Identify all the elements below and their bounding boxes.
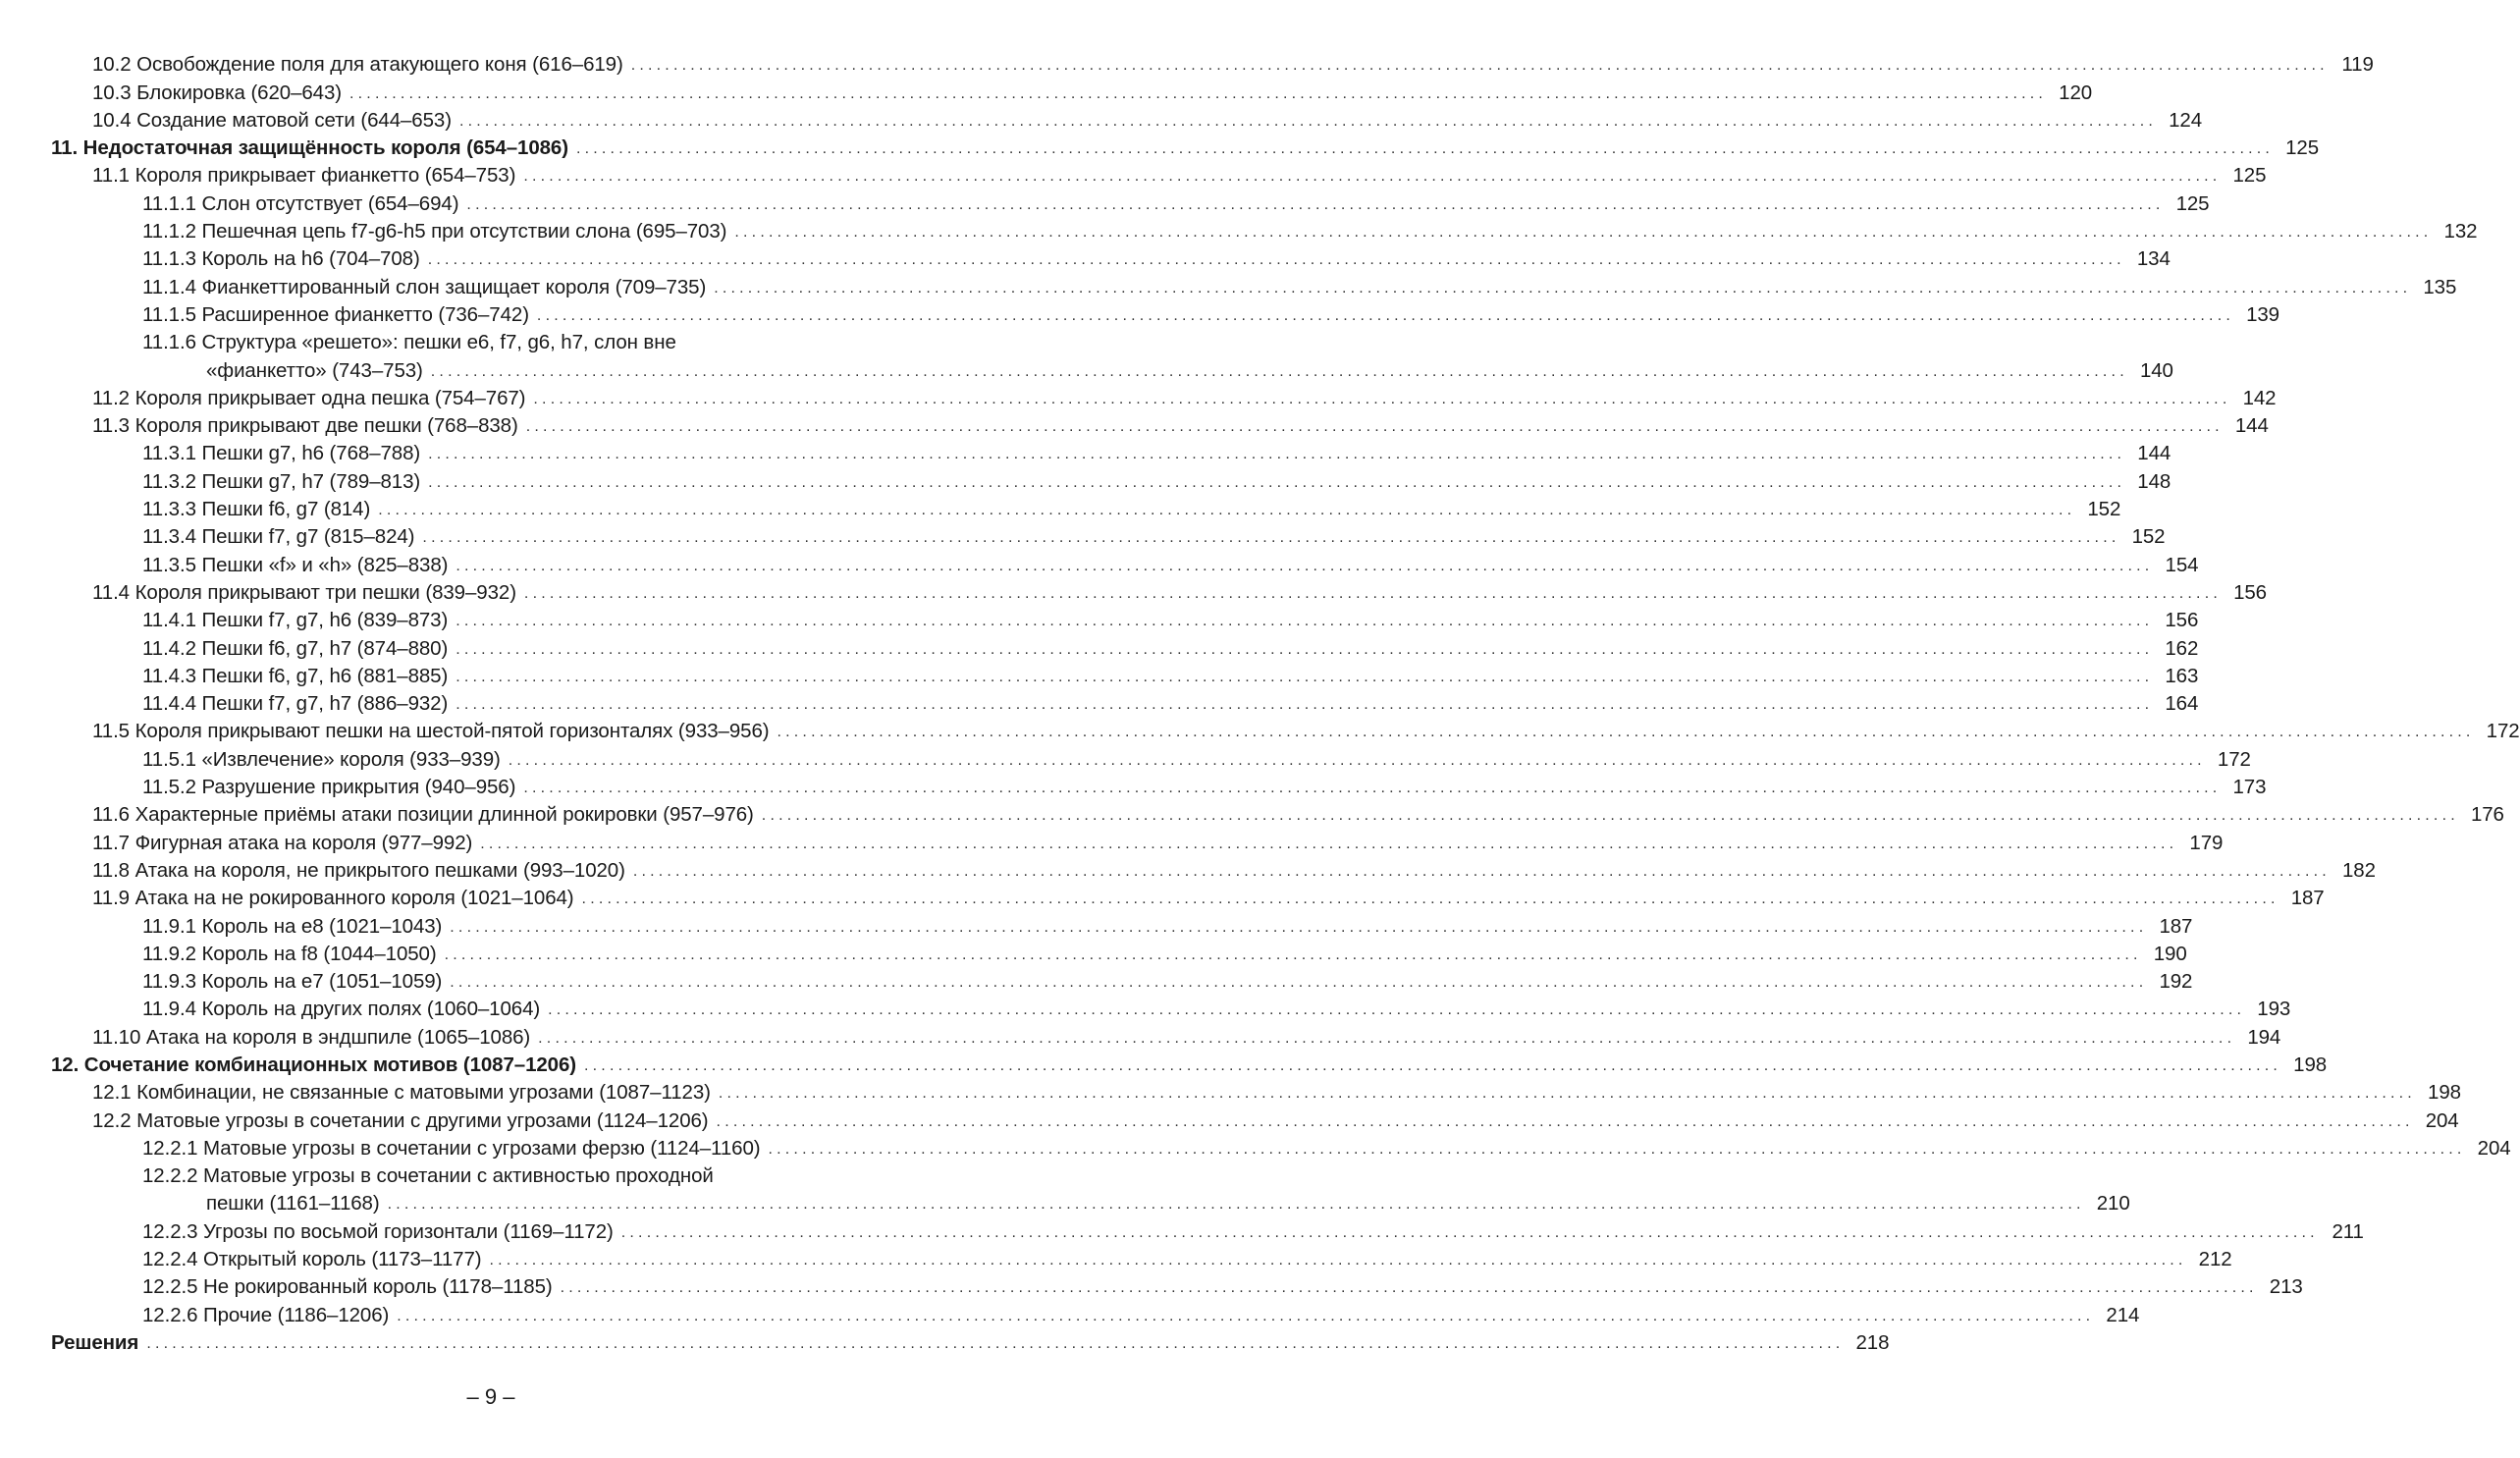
toc-page-number: 139 — [2246, 302, 2279, 326]
toc-entry-title: 11.9 Атака на не рокированного короля (1021–1064) — [92, 887, 574, 910]
toc-page-number: 140 — [2139, 358, 2173, 382]
dot-leader: ........................................................................................................................................................................................................ — [533, 390, 2231, 407]
toc-entry-row — [0, 161, 2267, 189]
dot-leader: ........................................................................................................................................................................................................ — [378, 502, 2076, 519]
toc-entry-row — [0, 189, 2210, 216]
toc-entry-row — [0, 744, 2251, 772]
toc-page-number: 204 — [2477, 1136, 2511, 1160]
toc-entry-row — [0, 967, 2193, 995]
toc-page-number: 148 — [2137, 469, 2171, 493]
toc-entry-title: 11.3.1 Пешки g7, h6 (768–788) — [142, 442, 421, 465]
toc-entry-title: 10.4 Создание матовой сети (644–653) — [92, 108, 452, 132]
toc-entry-row — [0, 217, 2478, 244]
toc-page-number: 162 — [2165, 636, 2199, 660]
toc-page-number: 152 — [2087, 498, 2121, 521]
toc-entry-row — [0, 1078, 2461, 1106]
dot-leader: ........................................................................................................................................................................................................ — [456, 613, 2154, 630]
dot-leader: ........................................................................................................................................................................................................ — [456, 557, 2154, 574]
dot-leader: ........................................................................................................................................................................................................ — [456, 640, 2154, 658]
dot-leader: ........................................................................................................................................................................................................ — [349, 84, 2048, 102]
toc-entry-row — [0, 495, 2121, 522]
toc-entry-row — [0, 272, 2457, 299]
toc-page-number: 192 — [2159, 970, 2193, 994]
dot-leader: ........................................................................................................................................................................................................ — [480, 835, 2178, 852]
toc-page-number: 134 — [2136, 247, 2171, 271]
toc-entry-title: 12.2.1 Матовые угрозы в сочетании с угрозами ферзю (1124–1160) — [142, 1136, 761, 1160]
toc-entry-title: 10.3 Блокировка (620–643) — [92, 81, 343, 104]
toc-entry-title: 11.1.1 Слон отсутствует (654–694) — [142, 191, 459, 215]
toc-entry-row — [0, 300, 2279, 328]
toc-entry-title: 11.3.4 Пешки f7, g7 (815–824) — [142, 525, 415, 549]
dot-leader: ........................................................................................................................................................................................................ — [584, 1056, 2282, 1074]
toc-entry-title: пешки (1161–1168) — [206, 1192, 380, 1215]
toc-page-number: 156 — [2233, 580, 2267, 604]
toc-page-number: 172 — [2486, 720, 2520, 743]
toc-entry-row — [0, 1272, 2303, 1300]
toc-page-number: 187 — [2159, 914, 2193, 938]
toc-entry-title: 11.5 Короля прикрывают пешки на шестой-пятой горизонталях (933–956) — [92, 720, 770, 743]
toc-page-number: 193 — [2257, 998, 2291, 1021]
toc-entry-title: 11.5.1 «Извлечение» короля (933–939) — [142, 747, 501, 771]
toc-page-number: 190 — [2153, 942, 2187, 965]
dot-leader: ........................................................................................................................................................................................................ — [734, 224, 2433, 242]
dot-leader: ........................................................................................................................................................................................................ — [146, 1334, 1845, 1352]
toc-entry-row — [0, 606, 2199, 633]
toc-page-number: 214 — [2106, 1303, 2140, 1326]
dot-leader: ........................................................................................................................................................................................................ — [630, 57, 2329, 75]
dot-leader: ........................................................................................................................................................................................................ — [632, 862, 2331, 880]
toc-entry-title: 11.1.6 Структура «решето»: пешки e6, f7, g6, h7, слон вне — [142, 331, 676, 354]
toc-entry-row — [0, 995, 2291, 1022]
toc-entry-title: 11.3.5 Пешки «f» и «h» (825–838) — [142, 553, 449, 576]
toc-entry-row — [0, 828, 2224, 855]
dot-leader: ........................................................................................................................................................................................................ — [523, 584, 2222, 602]
dot-leader: ........................................................................................................................................................................................................ — [714, 279, 2412, 297]
toc-entry-row — [0, 1022, 2281, 1050]
toc-page-number: 194 — [2247, 1025, 2281, 1049]
toc-entry-title: 11.1.4 Фианкеттированный слон защищает короля (709–735) — [142, 275, 707, 298]
toc-entry-title: 11.3.3 Пешки f6, g7 (814) — [142, 498, 371, 521]
toc-page-number: 212 — [2198, 1248, 2232, 1271]
dot-leader: ........................................................................................................................................................................................................ — [458, 112, 2157, 130]
toc-entry-continuation — [0, 1189, 2130, 1216]
toc-page-number: 120 — [2059, 81, 2093, 104]
toc-entry-title: 11.9.4 Король на других полях (1060–1064) — [142, 998, 541, 1021]
toc-entry-continuation — [0, 355, 2173, 383]
dot-leader: ........................................................................................................................................................................................................ — [508, 751, 2206, 769]
toc-page-number: 142 — [2242, 386, 2277, 409]
toc-entry-row — [0, 884, 2325, 911]
dot-leader: ........................................................................................................................................................................................................ — [428, 473, 2126, 491]
toc-page-number: 210 — [2096, 1192, 2130, 1215]
dot-leader: ........................................................................................................................................................................................................ — [716, 1112, 2414, 1130]
toc-page-number: 213 — [2269, 1275, 2303, 1299]
dot-leader: ........................................................................................................................................................................................................ — [397, 1307, 2095, 1324]
toc-entry-row — [0, 328, 982, 355]
toc-entry-row — [0, 1300, 2140, 1327]
toc-entry-title: 11.8 Атака на короля, не прикрытого пешками (993–1020) — [92, 858, 625, 882]
toc-entry-row — [0, 1134, 2511, 1161]
toc-entry-title: 12.2.5 Не рокированный король (1178–1185) — [142, 1275, 553, 1299]
toc-entry-title: 11.10 Атака на короля в эндшпиле (1065–1086) — [92, 1025, 531, 1049]
toc-page-number: 124 — [2169, 108, 2202, 132]
toc-page-number: 218 — [1855, 1330, 1890, 1354]
toc-entry-title: 12. Сочетание комбинационных мотивов (1087–1206) — [51, 1053, 577, 1076]
toc-entry-title: 12.2.3 Угрозы по восьмой горизонтали (1169–1172) — [142, 1219, 614, 1243]
toc-entry-row — [0, 106, 2202, 134]
toc-entry-title: 12.2.4 Открытый король (1173–1177) — [142, 1248, 482, 1271]
dot-leader: ........................................................................................................................................................................................................ — [620, 1223, 2319, 1241]
toc-page-number: 204 — [2425, 1108, 2459, 1132]
toc-entry-title: 11.9.1 Король на e8 (1021–1043) — [142, 914, 443, 938]
dot-leader: ........................................................................................................................................................................................................ — [523, 780, 2222, 797]
toc-entry-title: 11.4.1 Пешки f7, g7, h6 (839–873) — [142, 609, 449, 632]
toc-page-number: 125 — [2232, 164, 2267, 188]
toc-entry-row — [0, 940, 2187, 967]
dot-leader: ........................................................................................................................................................................................................ — [536, 306, 2234, 324]
toc-entry-title: 11.3 Короля прикрывают две пешки (768–838) — [92, 414, 518, 438]
toc-page-number: 152 — [2131, 525, 2166, 549]
toc-page-number: 125 — [2285, 136, 2320, 160]
toc-page-number: 164 — [2165, 692, 2199, 716]
table-of-contents — [0, 50, 2520, 1356]
toc-page-number: 144 — [2234, 414, 2269, 438]
toc-page-number: 179 — [2189, 831, 2224, 854]
toc-entry-row — [0, 550, 2199, 577]
toc-page-number: 132 — [2443, 220, 2478, 243]
toc-page-number: 163 — [2165, 664, 2199, 687]
toc-entry-title: 11.7 Фигурная атака на короля (977–992) — [92, 831, 473, 854]
toc-entry-title: 11.2 Короля прикрывает одна пешка (754–767) — [92, 386, 526, 409]
toc-entry-title: 11.1.5 Расширенное фианкетто (736–742) — [142, 302, 529, 326]
dot-leader: ........................................................................................................................................................................................................ — [427, 251, 2125, 269]
toc-entry-row — [0, 411, 2269, 439]
toc-entry-row — [0, 50, 2374, 78]
dot-leader: ........................................................................................................................................................................................................ — [387, 1196, 2085, 1214]
toc-entry-title: 11.4.2 Пешки f6, g7, h7 (874–880) — [142, 636, 449, 660]
toc-page-number: 211 — [2332, 1219, 2364, 1243]
toc-page-number: 125 — [2175, 191, 2210, 215]
dot-leader: ........................................................................................................................................................................................................ — [422, 529, 2120, 547]
toc-entry-row — [0, 384, 2277, 411]
toc-entry-title: 11.4.3 Пешки f6, g7, h6 (881–885) — [142, 664, 449, 687]
toc-entry-title: 11.4.4 Пешки f7, g7, h7 (886–932) — [142, 692, 449, 716]
toc-entry-row — [0, 689, 2199, 717]
toc-entry-row — [0, 1161, 982, 1189]
toc-entry-title: 12.1 Комбинации, не связанные с матовыми угрозами (1087–1123) — [92, 1081, 711, 1105]
toc-entry-title: 11. Недостаточная защищённость короля (654–1086) — [51, 136, 568, 160]
toc-entry-row — [0, 78, 2093, 105]
toc-page-number: 176 — [2470, 803, 2504, 827]
toc-page-number: 119 — [2341, 53, 2374, 77]
toc-chapter-row — [0, 1328, 1890, 1356]
toc-entry-row — [0, 1106, 2459, 1133]
dot-leader: ........................................................................................................................................................................................................ — [768, 1140, 2466, 1158]
toc-entry-title: Решения — [51, 1330, 139, 1354]
toc-entry-row — [0, 773, 2267, 800]
toc-entry-row — [0, 662, 2199, 689]
toc-page-number: 144 — [2137, 442, 2171, 465]
dot-leader: ........................................................................................................................................................................................................ — [450, 974, 2148, 992]
toc-entry-row — [0, 800, 2504, 828]
dot-leader: ........................................................................................................................................................................................................ — [444, 945, 2142, 963]
toc-entry-row — [0, 1216, 2364, 1244]
toc-entry-row — [0, 439, 2171, 466]
dot-leader: ........................................................................................................................................................................................................ — [450, 918, 2148, 936]
toc-entry-title: 12.2 Матовые угрозы в сочетании с другими угрозами (1124–1206) — [92, 1108, 709, 1132]
toc-entry-row — [0, 578, 2267, 606]
dot-leader: ........................................................................................................................................................................................................ — [560, 1279, 2258, 1297]
toc-entry-title: 11.9.3 Король на e7 (1051–1059) — [142, 970, 443, 994]
toc-entry-row — [0, 244, 2171, 272]
dot-leader: ........................................................................................................................................................................................................ — [761, 807, 2459, 825]
toc-entry-title: 11.1.2 Пешечная цепь f7-g6-h5 при отсутствии слона (695–703) — [142, 220, 727, 243]
dot-leader: ........................................................................................................................................................................................................ — [428, 446, 2126, 463]
toc-entry-title: 11.1.3 Король на h6 (704–708) — [142, 247, 420, 271]
toc-entry-row — [0, 466, 2171, 494]
toc-page-number: 198 — [2428, 1081, 2461, 1105]
toc-chapter-row — [0, 1051, 2328, 1078]
toc-page-number: 154 — [2165, 553, 2199, 576]
toc-entry-title: 11.9.2 Король на f8 (1044–1050) — [142, 942, 437, 965]
dot-leader: ........................................................................................................................................................................................................ — [456, 668, 2154, 685]
toc-entry-row — [0, 856, 2376, 884]
toc-entry-title: 11.6 Характерные приёмы атаки позиции длинной рокировки (957–976) — [92, 803, 754, 827]
toc-page-number: 172 — [2217, 747, 2251, 771]
toc-entry-row — [0, 911, 2193, 939]
dot-leader: ........................................................................................................................................................................................................ — [523, 168, 2222, 186]
dot-leader: ........................................................................................................................................................................................................ — [456, 696, 2154, 714]
toc-entry-title: 12.2.6 Прочие (1186–1206) — [142, 1303, 390, 1326]
toc-entry-title: «фианкетто» (743–753) — [206, 358, 423, 382]
toc-page-number: 173 — [2232, 776, 2267, 799]
dot-leader: ........................................................................................................................................................................................................ — [548, 1001, 2246, 1019]
toc-entry-row — [0, 1245, 2232, 1272]
toc-entry-title: 12.2.2 Матовые угрозы в сочетании с активностью проходной — [142, 1164, 714, 1188]
dot-leader: ........................................................................................................................................................................................................ — [489, 1252, 2187, 1269]
toc-entry-title: 11.1 Короля прикрывает фианкетто (654–753) — [92, 164, 516, 188]
dot-leader: ........................................................................................................................................................................................................ — [466, 195, 2165, 213]
page-number: – 9 – — [466, 1384, 515, 1409]
dot-leader: ........................................................................................................................................................................................................ — [538, 1029, 2236, 1047]
toc-entry-title: 11.5.2 Разрушение прикрытия (940–956) — [142, 776, 516, 799]
dot-leader: ........................................................................................................................................................................................................ — [525, 418, 2224, 436]
dot-leader: ........................................................................................................................................................................................................ — [777, 724, 2475, 741]
dot-leader: ........................................................................................................................................................................................................ — [575, 140, 2275, 158]
toc-entry-title: 11.3.2 Пешки g7, h7 (789–813) — [142, 469, 421, 493]
dot-leader: ........................................................................................................................................................................................................ — [581, 891, 2279, 908]
toc-entry-row — [0, 717, 2520, 744]
dot-leader: ........................................................................................................................................................................................................ — [430, 362, 2128, 380]
toc-entry-row — [0, 633, 2199, 661]
toc-entry-title: 10.2 Освобождение поля для атакующего коня (616–619) — [92, 53, 623, 77]
toc-entry-row — [0, 522, 2166, 550]
toc-page-number: 198 — [2293, 1053, 2328, 1076]
toc-chapter-row — [0, 134, 2320, 161]
toc-page-number: 156 — [2165, 609, 2199, 632]
toc-page-number: 187 — [2290, 887, 2325, 910]
dot-leader: ........................................................................................................................................................................................................ — [718, 1085, 2416, 1103]
toc-page-number: 135 — [2423, 275, 2457, 298]
toc-page-number: 182 — [2341, 858, 2376, 882]
toc-entry-title: 11.4 Короля прикрывают три пешки (839–932) — [92, 580, 516, 604]
